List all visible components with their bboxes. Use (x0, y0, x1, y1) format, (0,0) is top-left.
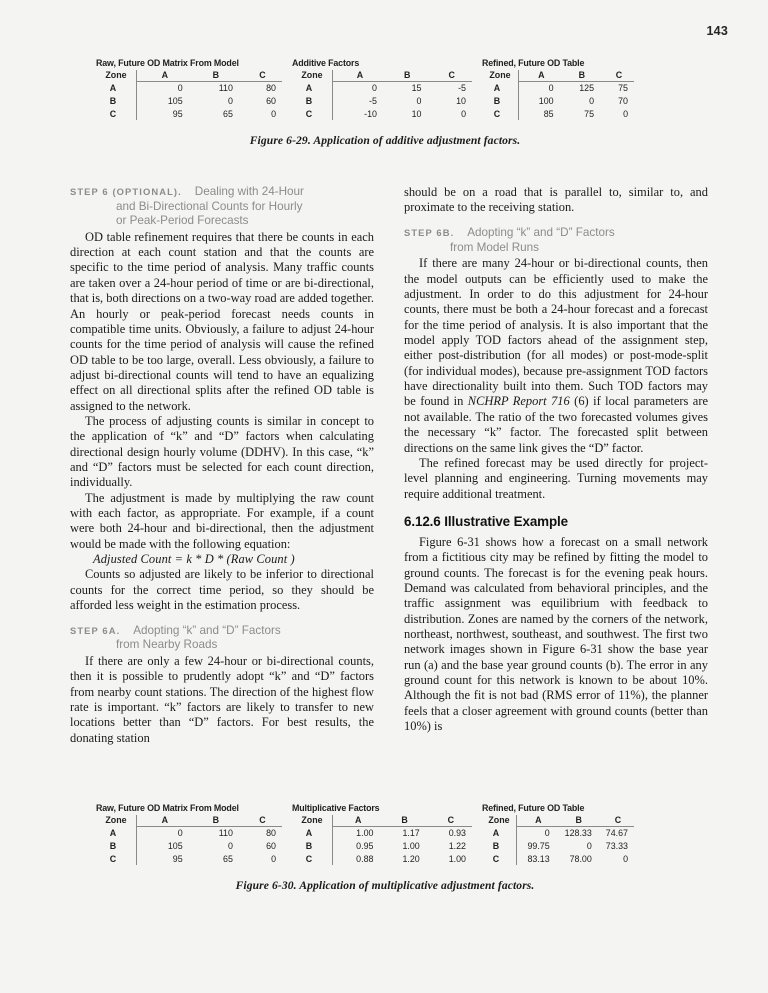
figure-caption: Figure 6-29. Application of additive adjustment factors. (249, 134, 521, 148)
step-6a-title-line2: from Nearby Roads (116, 638, 218, 652)
row-label: A (109, 83, 117, 94)
cell: 0 (137, 827, 189, 840)
zone-header: Zone (301, 815, 323, 826)
cell: 75 (618, 83, 628, 94)
table-row (292, 108, 472, 121)
cell: 0 (519, 82, 560, 95)
column-header-a: A (137, 815, 189, 827)
cell: 1.00 (448, 853, 466, 864)
table-row (292, 853, 472, 866)
zone-header: Zone (105, 70, 127, 81)
step-6b-title-line2: from Model Runs (450, 240, 539, 254)
cell: 110 (218, 83, 233, 94)
cell: 0.95 (333, 840, 380, 853)
column-header-a: A (137, 70, 189, 82)
zone-header: Zone (301, 70, 323, 81)
cell: 75 (584, 108, 595, 119)
row-label: C (493, 108, 501, 119)
step-6b-heading (404, 226, 708, 255)
table-title: Refined, Future OD Table (482, 803, 585, 813)
zone-header: Zone (105, 815, 127, 826)
table-header-row (482, 70, 634, 82)
figure-caption: Figure 6-30. Application of multiplicative adjustment factors. (235, 879, 535, 893)
paragraph: OD table refinement requires that there be counts in each direction at each count station and that the counts are specific to the time period of analysis. Many traffic counts are taken over a 24-hour period of time or are bi-directional, that is, both directions on a two-way road are added together. An hourly or peak-period forecast needs counts in compatible time units. Obviously, a failure to adjust 24-hour counts for the time period of analysis will cause the refined OD table to be too large, overall. Less obviously, a failure to adjust bi-directional counts will tend to have an equalizing effect on all directional splits after the refined OD table is assigned to the network. (70, 229, 374, 413)
step-6-title-line3: or Peak-Period Forecasts (116, 214, 249, 228)
table-row (96, 840, 282, 853)
column-header-b: B (189, 70, 239, 82)
zone-header: Zone (489, 70, 511, 81)
figure-6-30 (96, 803, 674, 892)
column-header-b: B (189, 815, 239, 827)
row-label: A (493, 83, 501, 94)
cell: 70 (618, 96, 628, 107)
cell: 80 (266, 83, 276, 94)
cell: 0.93 (448, 828, 466, 839)
row-label: C (492, 853, 500, 864)
column-header-a: A (333, 70, 383, 82)
column-header-c: C (600, 70, 634, 82)
cell: 60 (266, 96, 276, 107)
paragraph: The adjustment is made by multiplying the raw count with each factor, as appropriate. For example, if a count were both 24-hour and bi-directional, then the adjustment would be made with the following equation: (70, 490, 374, 551)
cell: 1.17 (402, 828, 420, 839)
row-label: A (305, 828, 313, 839)
column-header-b: B (560, 70, 600, 82)
table-header-row (292, 815, 472, 827)
right-text-column (404, 185, 708, 734)
row-label: A (109, 828, 117, 839)
column-header-c: C (426, 815, 472, 827)
table-title: Raw, Future OD Matrix From Model (96, 58, 239, 68)
cell: 100 (519, 95, 560, 108)
cell: 95 (137, 853, 189, 866)
row-label: C (305, 108, 313, 119)
table-header-row (482, 815, 634, 827)
table-title: Raw, Future OD Matrix From Model (96, 803, 239, 813)
cell: 105 (137, 95, 189, 108)
table-row (482, 853, 634, 866)
paragraph-part: If there are many 24-hour or bi-directional counts, then the model outputs can be efficiently used to make the adjustment. In order to do this adjustment for 24-hour counts, there must be both a 24-hour forecast and a forecast for the time period of analysis. It is also important that the model apply TOD factors ahead of the assignment step, either post-distribution (for all modes) or post-mode-split (for individual modes), because pre-assignment TOD factors have directionality built into them. Such TOD factors may be found in (404, 256, 708, 409)
step-6b-label: STEP 6B. (404, 227, 455, 239)
table-row (96, 82, 282, 95)
figure-6-29 (96, 58, 674, 147)
cell: 10 (411, 108, 422, 119)
table-header-row (292, 70, 472, 82)
cell: 0 (137, 82, 189, 95)
page-number: 143 (706, 24, 728, 38)
cell: 1.00 (402, 841, 420, 852)
paragraph: Counts so adjusted are likely to be inferior to directional counts for the correct time period, so they should be afforded less weight in the estimation process. (70, 567, 374, 613)
cell: 85 (519, 108, 560, 121)
row-label: B (305, 96, 313, 107)
row-label: B (305, 841, 313, 852)
table-header-row (96, 815, 282, 827)
cell: 15 (411, 83, 422, 94)
paragraph: If there are only a few 24-hour or bi-directional counts, then it is possible to prudently adopt “k” and “D” factors from nearby count stations. The direction of the highest flow rate is important. “k” factors are likely to transfer to new locations better than “D” factors. For best results, the donating station (70, 654, 374, 745)
step-6-title-line2: and Bi-Directional Counts for Hourly (116, 199, 303, 213)
column-header-b: B (379, 815, 425, 827)
cell: 0 (333, 82, 383, 95)
column-header-b: B (556, 815, 598, 827)
paragraph: should be on a road that is parallel to, similar to, and proximate to the receiving station. (404, 185, 708, 215)
left-text-column (70, 185, 374, 746)
cell: 0 (227, 841, 233, 852)
cell: 1.20 (402, 853, 420, 864)
table-row (96, 853, 282, 866)
table-additive-factors (292, 58, 482, 120)
cell: 74.67 (605, 828, 628, 839)
cell: 10 (456, 96, 466, 107)
step-6a-heading (70, 624, 374, 653)
step-6a-title-line1: Adopting “k” and “D” Factors (133, 623, 281, 637)
paragraph: The process of adjusting counts is similar in concept to the application of “k” and “D” factors when calculating directional design hourly volume (DDHV). In this case, “k” and “D” factors must be selected for each count direction, individually. (70, 413, 374, 490)
zone-header: Zone (488, 815, 510, 826)
table-row (96, 108, 282, 121)
cell: 0 (517, 827, 556, 840)
cell: 0 (623, 108, 628, 119)
row-label: A (305, 83, 313, 94)
step-6b-title-line1: Adopting “k” and “D” Factors (467, 226, 615, 240)
table-raw-od-matrix-additive (96, 58, 292, 120)
cell: 1.00 (333, 827, 380, 840)
row-label: B (492, 841, 500, 852)
cell: 125 (579, 83, 595, 94)
step-6-heading (70, 185, 374, 229)
cell: 128.33 (564, 828, 592, 839)
column-header-a: A (519, 70, 560, 82)
table-title: Additive Factors (292, 58, 360, 68)
cell: 73.33 (605, 841, 628, 852)
cell: 95 (137, 108, 189, 121)
cell: 0 (271, 853, 276, 864)
paragraph: The refined forecast may be used directly for project-level planning and engineering. Turning movements may require additional treatment. (404, 455, 708, 501)
cell: 0 (589, 96, 595, 107)
table-row (482, 82, 634, 95)
cell: 78.00 (569, 853, 592, 864)
column-header-c: C (239, 815, 282, 827)
table-multiplicative-factors (292, 803, 482, 865)
row-label: C (109, 853, 117, 864)
table-title: Multiplicative Factors (292, 803, 380, 813)
row-label: B (493, 96, 501, 107)
table-row (292, 827, 472, 840)
step-6-title-line1: Dealing with 24-Hour (194, 185, 304, 198)
table-row (292, 95, 472, 108)
cell: -5 (333, 95, 383, 108)
row-label: C (305, 853, 313, 864)
column-header-c: C (598, 815, 634, 827)
cell: -5 (458, 83, 466, 94)
paragraph (404, 256, 708, 455)
cell: 80 (266, 828, 276, 839)
cell: 105 (137, 840, 189, 853)
figure-6-30-tables (96, 803, 674, 865)
citation-nchrp-report: NCHRP Report 716 (467, 394, 570, 409)
table-row (482, 827, 634, 840)
table-row (292, 840, 472, 853)
table-refined-od-additive (482, 58, 640, 120)
cell: 0 (271, 108, 276, 119)
figure-6-29-tables (96, 58, 674, 120)
cell: 0 (227, 96, 233, 107)
equation-adjusted-count: Adjusted Count = k * D * (Raw Count ) (93, 552, 295, 566)
cell: 65 (223, 108, 233, 119)
cell: 0 (461, 108, 466, 119)
column-header-b: B (383, 70, 428, 82)
column-header-a: A (517, 815, 556, 827)
table-raw-od-matrix-multiplicative (96, 803, 292, 865)
cell: 83.13 (517, 853, 556, 866)
table-row (482, 840, 634, 853)
table-row (96, 827, 282, 840)
table-header-row (96, 70, 282, 82)
step-6a-label: STEP 6A. (70, 624, 121, 636)
cell: 0 (586, 841, 592, 852)
paragraph-part: (6) if local parameters are not available. The ratio of the two forecasted volumes gives the necessary “k” factor. The forecasted split between directions on the same link gives the “D” factor. (404, 394, 708, 455)
column-header-c: C (239, 70, 282, 82)
table-refined-od-multiplicative (482, 803, 640, 865)
cell: 60 (266, 841, 276, 852)
table-row (292, 82, 472, 95)
section-heading-6-12-6: 6.12.6 Illustrative Example (404, 513, 569, 529)
table-row (482, 108, 634, 121)
table-row (482, 95, 634, 108)
row-label: B (109, 841, 117, 852)
cell: 0 (416, 96, 422, 107)
cell: 110 (218, 828, 233, 839)
column-header-c: C (427, 70, 472, 82)
cell: -10 (333, 108, 383, 121)
row-label: A (492, 828, 500, 839)
cell: 0 (623, 853, 628, 864)
step-6-label: STEP 6 (OPTIONAL). (70, 186, 182, 197)
cell: 1.22 (448, 841, 466, 852)
column-header-a: A (333, 815, 380, 827)
cell: 99.75 (517, 840, 556, 853)
table-title: Refined, Future OD Table (482, 58, 585, 68)
cell: 65 (223, 853, 233, 864)
table-row (96, 95, 282, 108)
row-label: C (109, 108, 117, 119)
paragraph: Figure 6-31 shows how a forecast on a small network from a fictitious city may be refined by fitting the model to ground counts. The forecast is for the evening peak hours. Demand was calculated from behavioral principles, and the traffic assignment was equilibrium with feedback to distribution. Zones are named by the corners of the network, northeast, northwest, southeast, and southwest. The first two network images shown in Figure 6-31 show the base year run (a) and the base year ground counts (b). The error in any ground count for this network is known to be about 10%. Although the fit is not bad (RMS error of 11%), the planner feels that a closer agreement with ground counts (better than 10%) is (404, 534, 708, 733)
row-label: B (109, 96, 117, 107)
cell: 0.88 (333, 853, 380, 866)
